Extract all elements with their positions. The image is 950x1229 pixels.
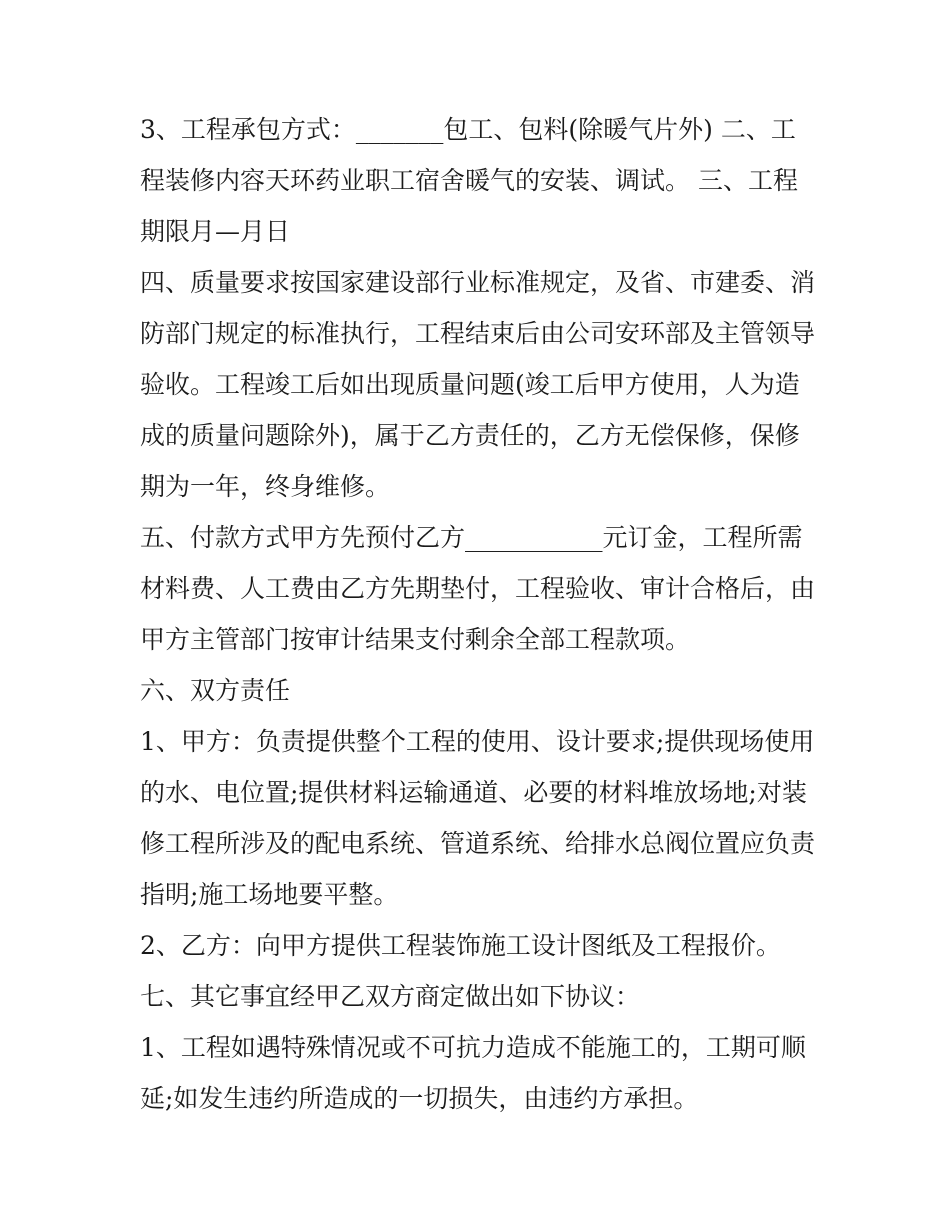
paragraph-party-a-duties: 1、甲方：负责提供整个工程的使用、设计要求;提供现场使用的水、电位置;提供材料运输通道、必要的材料堆放场地;对装修工程所涉及的配电系统、管道系统、给排水总阀位置应负责指明;施工场地要平整。: [140, 727, 816, 909]
document-body: [140, 104, 820, 1124]
paragraph-quality-requirements: 四、质量要求按国家建设部行业标准规定，及省、市建委、消防部门规定的标准执行，工程结束后由公司安环部及主管领导验收。工程竣工后如出现质量问题(竣工后甲方使用，人为造成的质量问题除外)，属于乙方责任的，乙方无偿保修，保修期为一年，终身维修。: [140, 268, 816, 501]
paragraph-party-b-duties: 2、乙方：向甲方提供工程装饰施工设计图纸及工程报价。: [140, 931, 781, 960]
paragraph-force-majeure: 1、工程如遇特殊情况或不可抗力造成不能施工的，工期可顺延;如发生违约所造成的一切损失，由违约方承担。: [140, 1033, 806, 1113]
heading-responsibilities: 六、双方责任: [140, 676, 291, 705]
paragraph-payment-terms: 五、付款方式甲方先预付乙方___________元订金，工程所需材料费、人工费由乙方先期垫付，工程验收、审计合格后，由甲方主管部门按审计结果支付剩余全部工程款项。: [140, 523, 816, 654]
heading-other-matters: 七、其它事宜经甲乙双方商定做出如下协议：: [140, 982, 641, 1011]
paragraph-contract-scope: 3、工程承包方式：_______包工、包料(除暖气片外) 二、工程装修内容天环药业职工宿舍暖气的安装、调试。 三、工程期限月—月日: [140, 115, 798, 246]
